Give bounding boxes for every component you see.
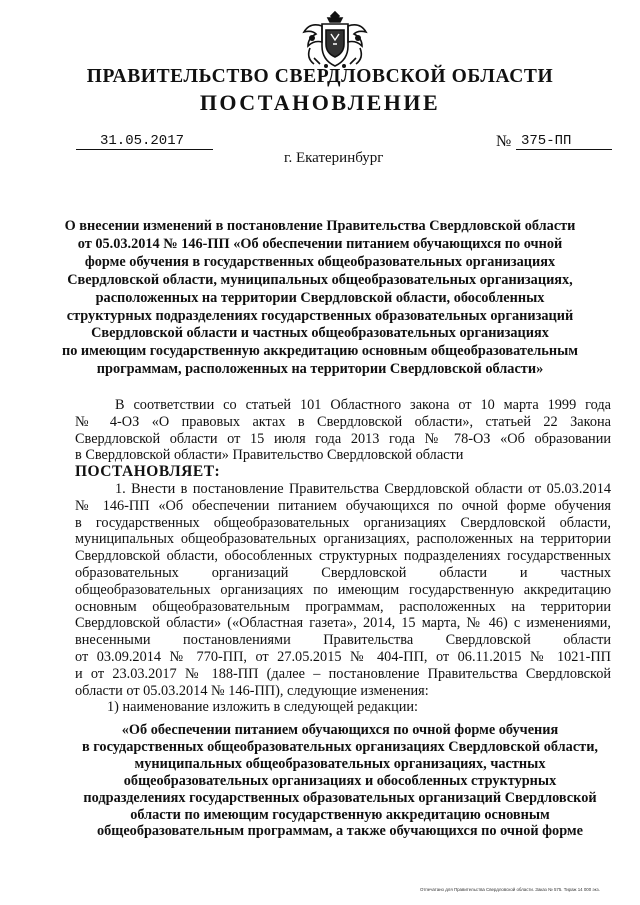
government-name: ПРАВИТЕЛЬСТВО СВЕРДЛОВСКОЙ ОБЛАСТИ <box>86 66 554 87</box>
item1-line: области от 05.03.2014 № 146-ПП), следующие изменения: <box>75 682 429 699</box>
item1-line: Свердловской области» («Областная газета», 2014, 15 марта, № 46) с изменениями, <box>75 615 611 632</box>
intro-line: В соответствии со статьей 101 Областного закона от 10 марта 1999 года <box>115 397 611 413</box>
document-city: г. Екатеринбург <box>284 150 384 166</box>
new-name-line: общеобразовательных организациях и обособленных структурных <box>123 772 557 789</box>
item1-line: общеобразовательных организациях по имеющим государственную аккредитацию <box>75 581 611 598</box>
title-line: форме обучения в государственных общеобразовательных организациях <box>84 253 556 270</box>
intro-line: Свердловской области от 15 июля года 2013 года № 78-ОЗ «Об образовании <box>75 430 611 447</box>
title-line: структурных подразделениях государственных образовательных организаций <box>66 307 574 324</box>
item1-line: и от 23.03.2017 № 188-ПП (далее – постановление Правительства Свердловской <box>75 665 611 682</box>
decree-word: ПОСТАНОВЛЯЕТ: <box>75 463 221 481</box>
number-underline <box>516 149 612 150</box>
new-name-block <box>70 722 610 840</box>
item1-line: муниципальных общеобразовательных организациях, расположенных на территории <box>75 531 611 548</box>
item1-line: внесенными постановлениями Правительства Свердловской области <box>75 632 611 649</box>
title-line: программам, расположенных на территории Свердловской области» <box>96 361 544 378</box>
title-line: О внесении изменений в постановление Правительства Свердловской области <box>64 218 576 234</box>
item1-line: в государственных общеобразовательных организациях Свердловской области, <box>75 514 611 531</box>
new-name-line: в государственных общеобразовательных организациях Свердловской области, <box>81 738 599 755</box>
new-name-line: муниципальных общеобразовательных организациях, частных <box>134 755 546 772</box>
document-date: 31.05.2017 <box>100 133 185 149</box>
title-line: по имеющим государственную аккредитацию основным общеобразовательным <box>61 343 579 360</box>
item1-line: от 03.09.2014 № 770-ПП, от 27.05.2015 № 404-ПП, от 06.11.2015 № 1021-ПП <box>75 648 611 665</box>
item1-line: образовательных организаций Свердловской области и частных <box>75 564 611 581</box>
number-sign: № <box>496 133 512 150</box>
document-body <box>75 397 611 716</box>
document-number: 375-ПП <box>521 133 572 149</box>
document-title <box>58 218 582 379</box>
document-type: ПОСТАНОВЛЕНИЕ <box>199 90 441 115</box>
item1-line: № 146-ПП «Об обеспечении питанием обучающихся по очной форме обучения <box>75 497 611 514</box>
item1-line: основным общеобразовательным программам, расположенных на территории <box>75 598 611 615</box>
date-underline <box>76 149 213 150</box>
new-name-line: области по имеющим государственную аккредитацию основным <box>130 806 550 823</box>
item1-line: 1. Внести в постановление Правительства Свердловской области от 05.03.2014 <box>115 480 611 497</box>
new-name-line: общеобразовательным программам, а также обучающихся по очной форме <box>96 823 584 840</box>
title-line: Свердловской области, муниципальных общеобразовательных организациях, <box>67 271 573 288</box>
intro-line: № 4-ОЗ «О правовых актах в Свердловской области», статьей 22 Закона <box>75 413 611 430</box>
item1-line: Свердловской области, обособленных структурных подразделениях государственных <box>75 548 611 565</box>
print-footer: Отпечатано для Правительства Свердловской области. Заказ № 575. Тираж 14 000 экз. <box>420 887 600 892</box>
new-name-line: «Об обеспечении питанием обучающихся по очной форме обучения <box>121 722 559 738</box>
title-line: Свердловской области и частных общеобразовательных организациях <box>91 325 549 342</box>
intro-line: в Свердловской области» Правительство Свердловской области <box>75 447 464 464</box>
title-line: расположенных на территории Свердловской области, обособленных <box>95 289 545 306</box>
title-line: от 05.03.2014 № 146-ПП «Об обеспечении питанием обучающихся по очной <box>77 235 563 252</box>
new-name-line: подразделениях государственных образовательных организаций Свердловской <box>83 789 597 806</box>
subitem-1: 1) наименование изложить в следующей редакции: <box>107 699 418 716</box>
coat-of-arms-icon <box>300 8 370 70</box>
